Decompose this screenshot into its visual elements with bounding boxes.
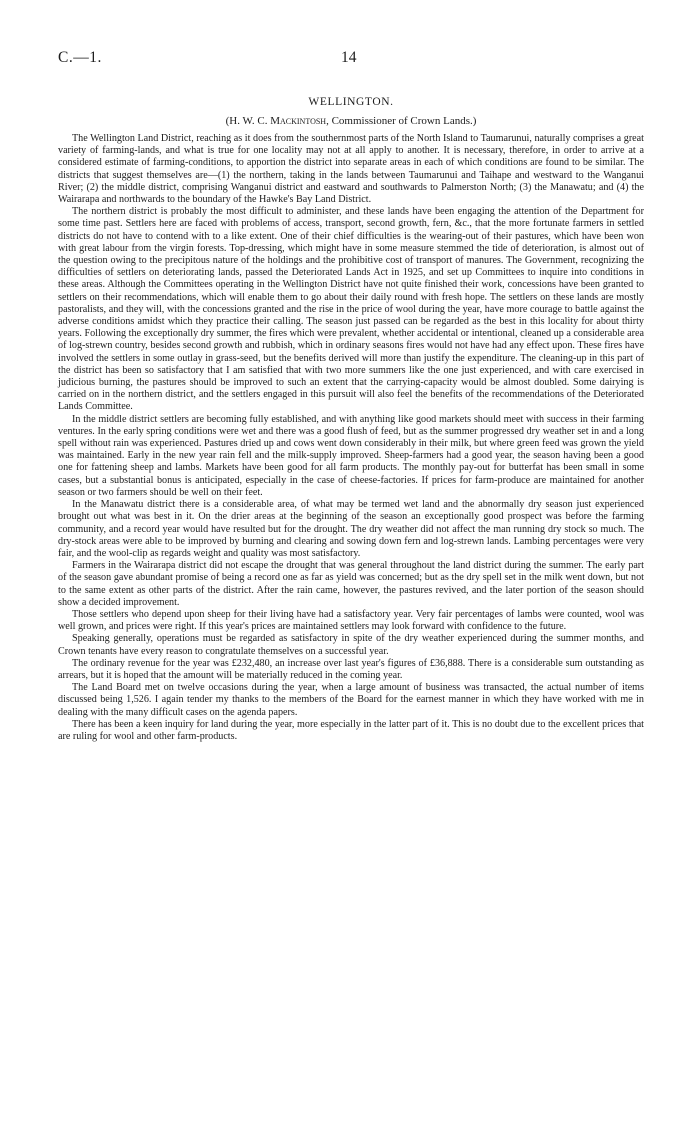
paragraph-general: Speaking generally, operations must be regarded as satisfactory in spite of the dry weather experienced during the summer months, and Crown tenants have every reason to congratulate themselves on a successful year. [58, 633, 644, 657]
paragraph-revenue: The ordinary revenue for the year was £232,480, an increase over last year's figures of £36,888. There is a considerable sum outstanding as arrears, but it is hoped that the amount will be materially reduced in the coming year. [58, 657, 644, 681]
report-body [58, 133, 644, 743]
paragraph-sheep-settlers: Those settlers who depend upon sheep for their living have had a satisfactory year. Very fair percentages of lambs were counted, wool was well grown, and prices were right. If this year's prices are maintained settlers may look forward with confidence to the future. [58, 608, 644, 633]
page-number: 14 [341, 49, 357, 66]
paragraph-manawatu: In the Manawatu district there is a considerable area, of what may be termed wet land and the abnormally dry season just experienced brought out what was best in it. On the drier areas at the beginning of the season an exceptionally good prospect was before the farming community, and a record year would have resulted but for the drought. The dry weather did not affect the man running dry stock so much. The dry-stock areas were able to be improved by burning and clearing and sowing down fern and log-strewn lands. Lambing percentages were very fair, and the wool-clip as regards weight and quality was most satisfactory. [58, 499, 644, 559]
byline-open: (H. W. C. [225, 115, 271, 127]
paragraph-middle-district: In the middle district settlers are becoming fully established, and with anything like good markets should meet with success in their farming ventures. In the early spring conditions were wet and there was a good flush of feed, but as the summer progressed dry weather set in and a long spell without rain was experienced. Pastures dried up and cows went down considerably in their milk, but where green feed was grown the yield was maintained. Early in the new year rain fell and the milk-supply improved. Sheep-farmers had a good year, the season having been a good one for fattening sheep and lambs. Markets have been good for all farm products. The monthly pay-out for butterfat has been small in some cases, but a substantial bonus is anticipated, especially in the case of cheese-factories. If prices for farm-produce are maintained for another season or two farmers should be well on their feet. [58, 413, 644, 498]
page-header [58, 49, 644, 71]
paragraph-inquiry: There has been a keen inquiry for land during the year, more especially in the latter part of it. This is no doubt due to the excellent prices that are ruling for wool and other farm-products. [58, 718, 644, 742]
section-title: WELLINGTON. [308, 96, 394, 108]
byline [58, 115, 644, 127]
paragraph-wairarapa: Farmers in the Wairarapa district did not escape the drought that was general throughout the land district during the summer. The early part of the season gave abundant promise of being a record one as far as yield was concerned; but as the dry spell set in the milk went down, but not to the same extent as other parts of the district. After the rain came, however, the pastures revived, and the later portion of the season should show a decided improvement. [58, 560, 644, 608]
byline-close: , Commissioner of Crown Lands.) [326, 115, 477, 127]
document-reference: C.—1. [58, 49, 102, 66]
paragraph-land-board: The Land Board met on twelve occasions during the year, when a large amount of business was transacted, the actual number of items discussed being 1,526. I again tender my thanks to the members of the Board for the earnest manner in which they have worked with me in dealing with the many difficult cases on the agenda papers. [58, 682, 644, 718]
paragraph-districts: The Wellington Land District, reaching as it does from the southernmost parts of the North Island to Taumarunui, naturally comprises a great variety of farming-lands, and what is true for one locality may not at all apply to another. It is necessary, therefore, in order to arrive at a considered estimate of farming-conditions, to apportion the district into separate areas in each of which conditions are found to be similar. The districts that suggest themselves are—(1) the northern, taking in the lands between Taumarunui and Taihape and westward to the Wanganui River; (2) the middle district, comprising Wanganui district and eastward and southwards to Palmerston North; (3) the Manawatu; and (4) the Wairarapa and northwards to the boundary of the Hawke's Bay Land District. [58, 133, 644, 206]
paragraph-northern-district: The northern district is probably the most difficult to administer, and these lands have been engaging the attention of the Department for some time past. Settlers here are faced with problems of access, transport, second growth, fern, &c., that the more fortunate farmers in settled districts do not have to contend with to a like extent. One of their chief difficulties is the wearing-out of their pastures, which have been won with great labour from the virgin forests. Top-dressing, which might have in some measure stemmed the tide of deterioration, is almost out of the question owing to the precipitous nature of the holdings and the prohibitive cost of transport of manures. The Government, recognizing the difficulties of settlers on deteriorating lands, passed the Deteriorated Lands Act in 1925, and set up Committees to inquire into conditions in these areas. Although the Committees operating in the Wellington District have not quite finished their work, concessions have been granted to settlers on their recommendations, which will enable them to go about their daily round with fresh hope. The settlers on these lands are mostly pastoralists, and they will, with the concessions granted and the rise in the price of wool during the year, have more courage to battle against the adverse conditions amidst which they practice their calling. The season just passed can be regarded as the best in this locality for about thirty years. Following the exceptionally dry summer, the fires which were prevalent, whether accidental or intentional, cleaned up a considerable area of log-strewn country, besides second growth and rubbish, which in ordinary seasons fires would not have had any effect upon. These fires have involved the settlers in some outlay in grass-seed, but the benefits derived will more than justify the expenditure. The cleaning-up in this part of the district has been so satisfactory that I am satisfied that with two more summers like the one just experienced, and with care exercised in judicious burning, the pastures should be improved to such an extent that the carrying-capacity would be almost doubled. Some dairying is carried on in the northern district, and the settlers engaged in this pursuit will also feel the benefits of the recommendations of the Deteriorated Lands Committee. [58, 206, 644, 413]
commissioner-name: Mackintosh [270, 115, 327, 127]
